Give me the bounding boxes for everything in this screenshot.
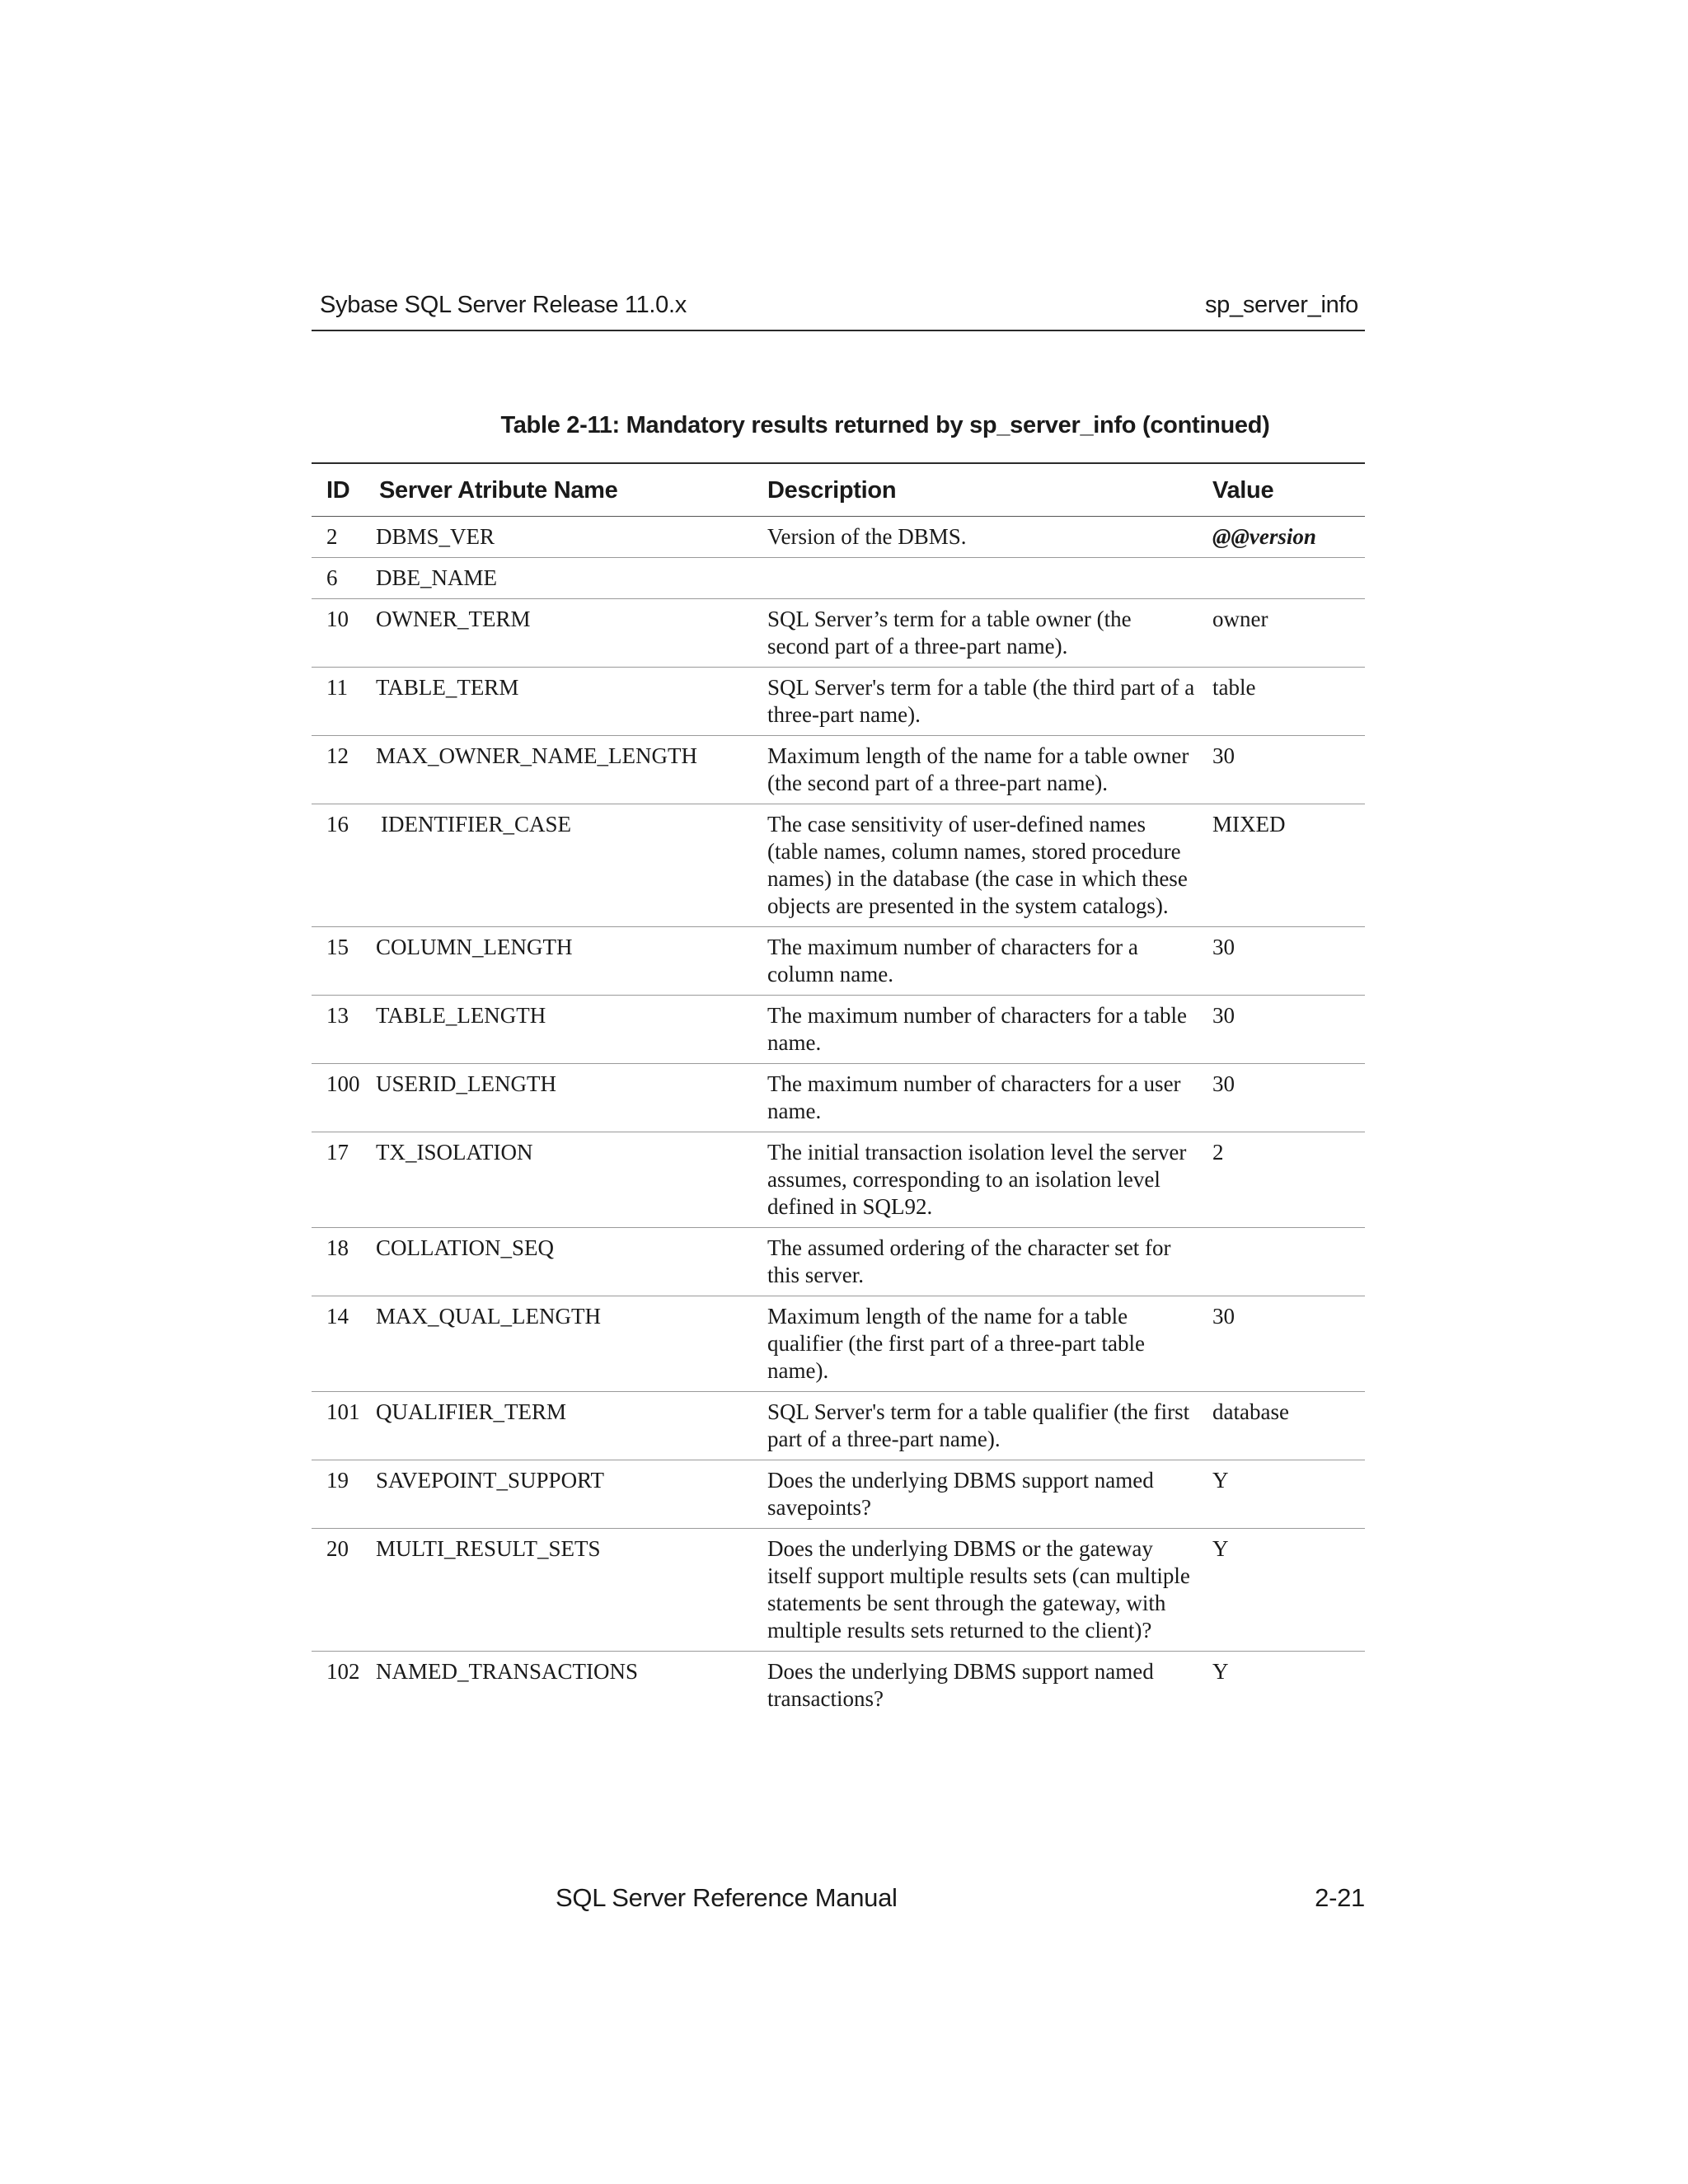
row-value: 30 bbox=[1212, 927, 1365, 996]
row-attribute-name: USERID_LENGTH bbox=[376, 1064, 767, 1132]
row-attribute-name: QUALIFIER_TERM bbox=[376, 1392, 767, 1460]
row-id: 10 bbox=[312, 599, 376, 668]
row-id: 13 bbox=[312, 996, 376, 1064]
row-value: 30 bbox=[1212, 1296, 1365, 1392]
row-value: database bbox=[1212, 1392, 1365, 1460]
row-value: 30 bbox=[1212, 996, 1365, 1064]
row-description: Does the underlying DBMS support named transactions? bbox=[767, 1659, 1154, 1711]
table-row bbox=[312, 996, 1365, 1064]
table-row bbox=[312, 1460, 1365, 1529]
row-attribute-name: DBMS_VER bbox=[376, 517, 767, 558]
table-row bbox=[312, 1392, 1365, 1460]
table-row bbox=[312, 599, 1365, 668]
row-attribute-name: MAX_OWNER_NAME_LENGTH bbox=[376, 736, 767, 804]
row-id: 20 bbox=[312, 1529, 376, 1652]
table-row bbox=[312, 1064, 1365, 1132]
row-description: Does the underlying DBMS or the gateway itself support multiple results sets (can multiple statements be sent through the gateway, with multiple results sets returned to the client)? bbox=[767, 1529, 1212, 1652]
table-caption: Table 2-11: Mandatory results returned by sp_server_info (continued) bbox=[500, 412, 1270, 438]
column-header-id: ID bbox=[312, 463, 376, 517]
table-row bbox=[312, 1132, 1365, 1228]
row-value: 30 bbox=[1212, 1064, 1365, 1132]
row-attribute-name: TABLE_LENGTH bbox=[376, 996, 767, 1064]
server-info-table bbox=[312, 462, 1365, 1719]
table-row bbox=[312, 1228, 1365, 1296]
row-id: 100 bbox=[312, 1064, 376, 1132]
row-description: The case sensitivity of user-defined names (table names, column names, stored procedure names) in the database (the case in which these objects are presented in the system catalogs). bbox=[767, 804, 1212, 927]
table-row bbox=[312, 558, 1365, 599]
row-attribute-name: MAX_QUAL_LENGTH bbox=[376, 1296, 767, 1392]
row-description: The maximum number of characters for a table name. bbox=[767, 996, 1212, 1064]
row-description bbox=[767, 558, 1212, 599]
row-value: owner bbox=[1212, 599, 1365, 668]
row-id: 102 bbox=[326, 1659, 360, 1684]
row-description: The initial transaction isolation level the server assumes, corresponding to an isolation level defined in SQL92. bbox=[767, 1132, 1212, 1228]
row-value: @@version bbox=[1212, 517, 1365, 558]
row-id: 18 bbox=[312, 1228, 376, 1296]
row-value: Y bbox=[1212, 1659, 1229, 1684]
row-attribute-name: COLLATION_SEQ bbox=[376, 1228, 767, 1296]
row-value bbox=[1212, 1228, 1365, 1296]
column-header-name: Server Atribute Name bbox=[376, 463, 767, 517]
row-id: 15 bbox=[312, 927, 376, 996]
row-value: table bbox=[1212, 668, 1365, 736]
page-number: 2-21 bbox=[1315, 1883, 1365, 1912]
table-body bbox=[312, 517, 1365, 1720]
row-id: 6 bbox=[312, 558, 376, 599]
row-value bbox=[1212, 558, 1365, 599]
row-value: Y bbox=[1212, 1460, 1365, 1529]
row-value: MIXED bbox=[1212, 804, 1365, 927]
row-id: 17 bbox=[312, 1132, 376, 1228]
row-attribute-name: NAMED_TRANSACTIONS bbox=[376, 1659, 639, 1684]
row-description: Maximum length of the name for a table qualifier (the first part of a three-part table name). bbox=[767, 1296, 1212, 1392]
table-header-row bbox=[312, 463, 1365, 517]
table-row bbox=[312, 1529, 1365, 1652]
row-value: 2 bbox=[1212, 1132, 1365, 1228]
table-row bbox=[312, 1652, 1365, 1720]
table-row bbox=[312, 927, 1365, 996]
row-description: Version of the DBMS. bbox=[767, 517, 1212, 558]
row-description: The assumed ordering of the character set for this server. bbox=[767, 1228, 1212, 1296]
footer-title: SQL Server Reference Manual bbox=[556, 1883, 898, 1912]
row-id: 14 bbox=[312, 1296, 376, 1392]
row-value: Y bbox=[1212, 1529, 1365, 1652]
column-header-description: Description bbox=[767, 463, 1212, 517]
row-attribute-name: MULTI_RESULT_SETS bbox=[376, 1529, 767, 1652]
row-description: The maximum number of characters for a user name. bbox=[767, 1064, 1212, 1132]
header-title: Sybase SQL Server Release 11.0.x bbox=[320, 292, 687, 318]
table-row bbox=[312, 517, 1365, 558]
row-attribute-name: DBE_NAME bbox=[376, 558, 767, 599]
table-row bbox=[312, 736, 1365, 804]
row-attribute-name: TX_ISOLATION bbox=[376, 1132, 767, 1228]
row-value: 30 bbox=[1212, 736, 1365, 804]
row-id: 2 bbox=[312, 517, 376, 558]
row-attribute-name: TABLE_TERM bbox=[376, 668, 767, 736]
row-description: Maximum length of the name for a table owner (the second part of a three-part name). bbox=[767, 736, 1212, 804]
row-id: 16 bbox=[312, 804, 376, 927]
row-id: 101 bbox=[312, 1392, 376, 1460]
table-row bbox=[312, 1296, 1365, 1392]
running-header bbox=[312, 290, 1365, 331]
row-description: The maximum number of characters for a column name. bbox=[767, 927, 1212, 996]
row-attribute-name: COLUMN_LENGTH bbox=[376, 927, 767, 996]
row-attribute-name: SAVEPOINT_SUPPORT bbox=[376, 1460, 767, 1529]
row-attribute-name: OWNER_TERM bbox=[376, 599, 767, 668]
row-id: 19 bbox=[312, 1460, 376, 1529]
running-footer bbox=[312, 1883, 1365, 1916]
row-description: Does the underlying DBMS support named savepoints? bbox=[767, 1460, 1212, 1529]
column-header-value: Value bbox=[1212, 463, 1365, 517]
header-section: sp_server_info bbox=[1204, 292, 1358, 318]
row-description: SQL Server's term for a table qualifier (the first part of a three-part name). bbox=[767, 1392, 1212, 1460]
row-description: SQL Server's term for a table (the third part of a three-part name). bbox=[767, 668, 1212, 736]
table-row bbox=[312, 804, 1365, 927]
row-description: SQL Server’s term for a table owner (the second part of a three-part name). bbox=[767, 599, 1212, 668]
row-id: 12 bbox=[312, 736, 376, 804]
table-row bbox=[312, 668, 1365, 736]
row-id: 11 bbox=[312, 668, 376, 736]
row-attribute-name: IDENTIFIER_CASE bbox=[376, 804, 767, 927]
